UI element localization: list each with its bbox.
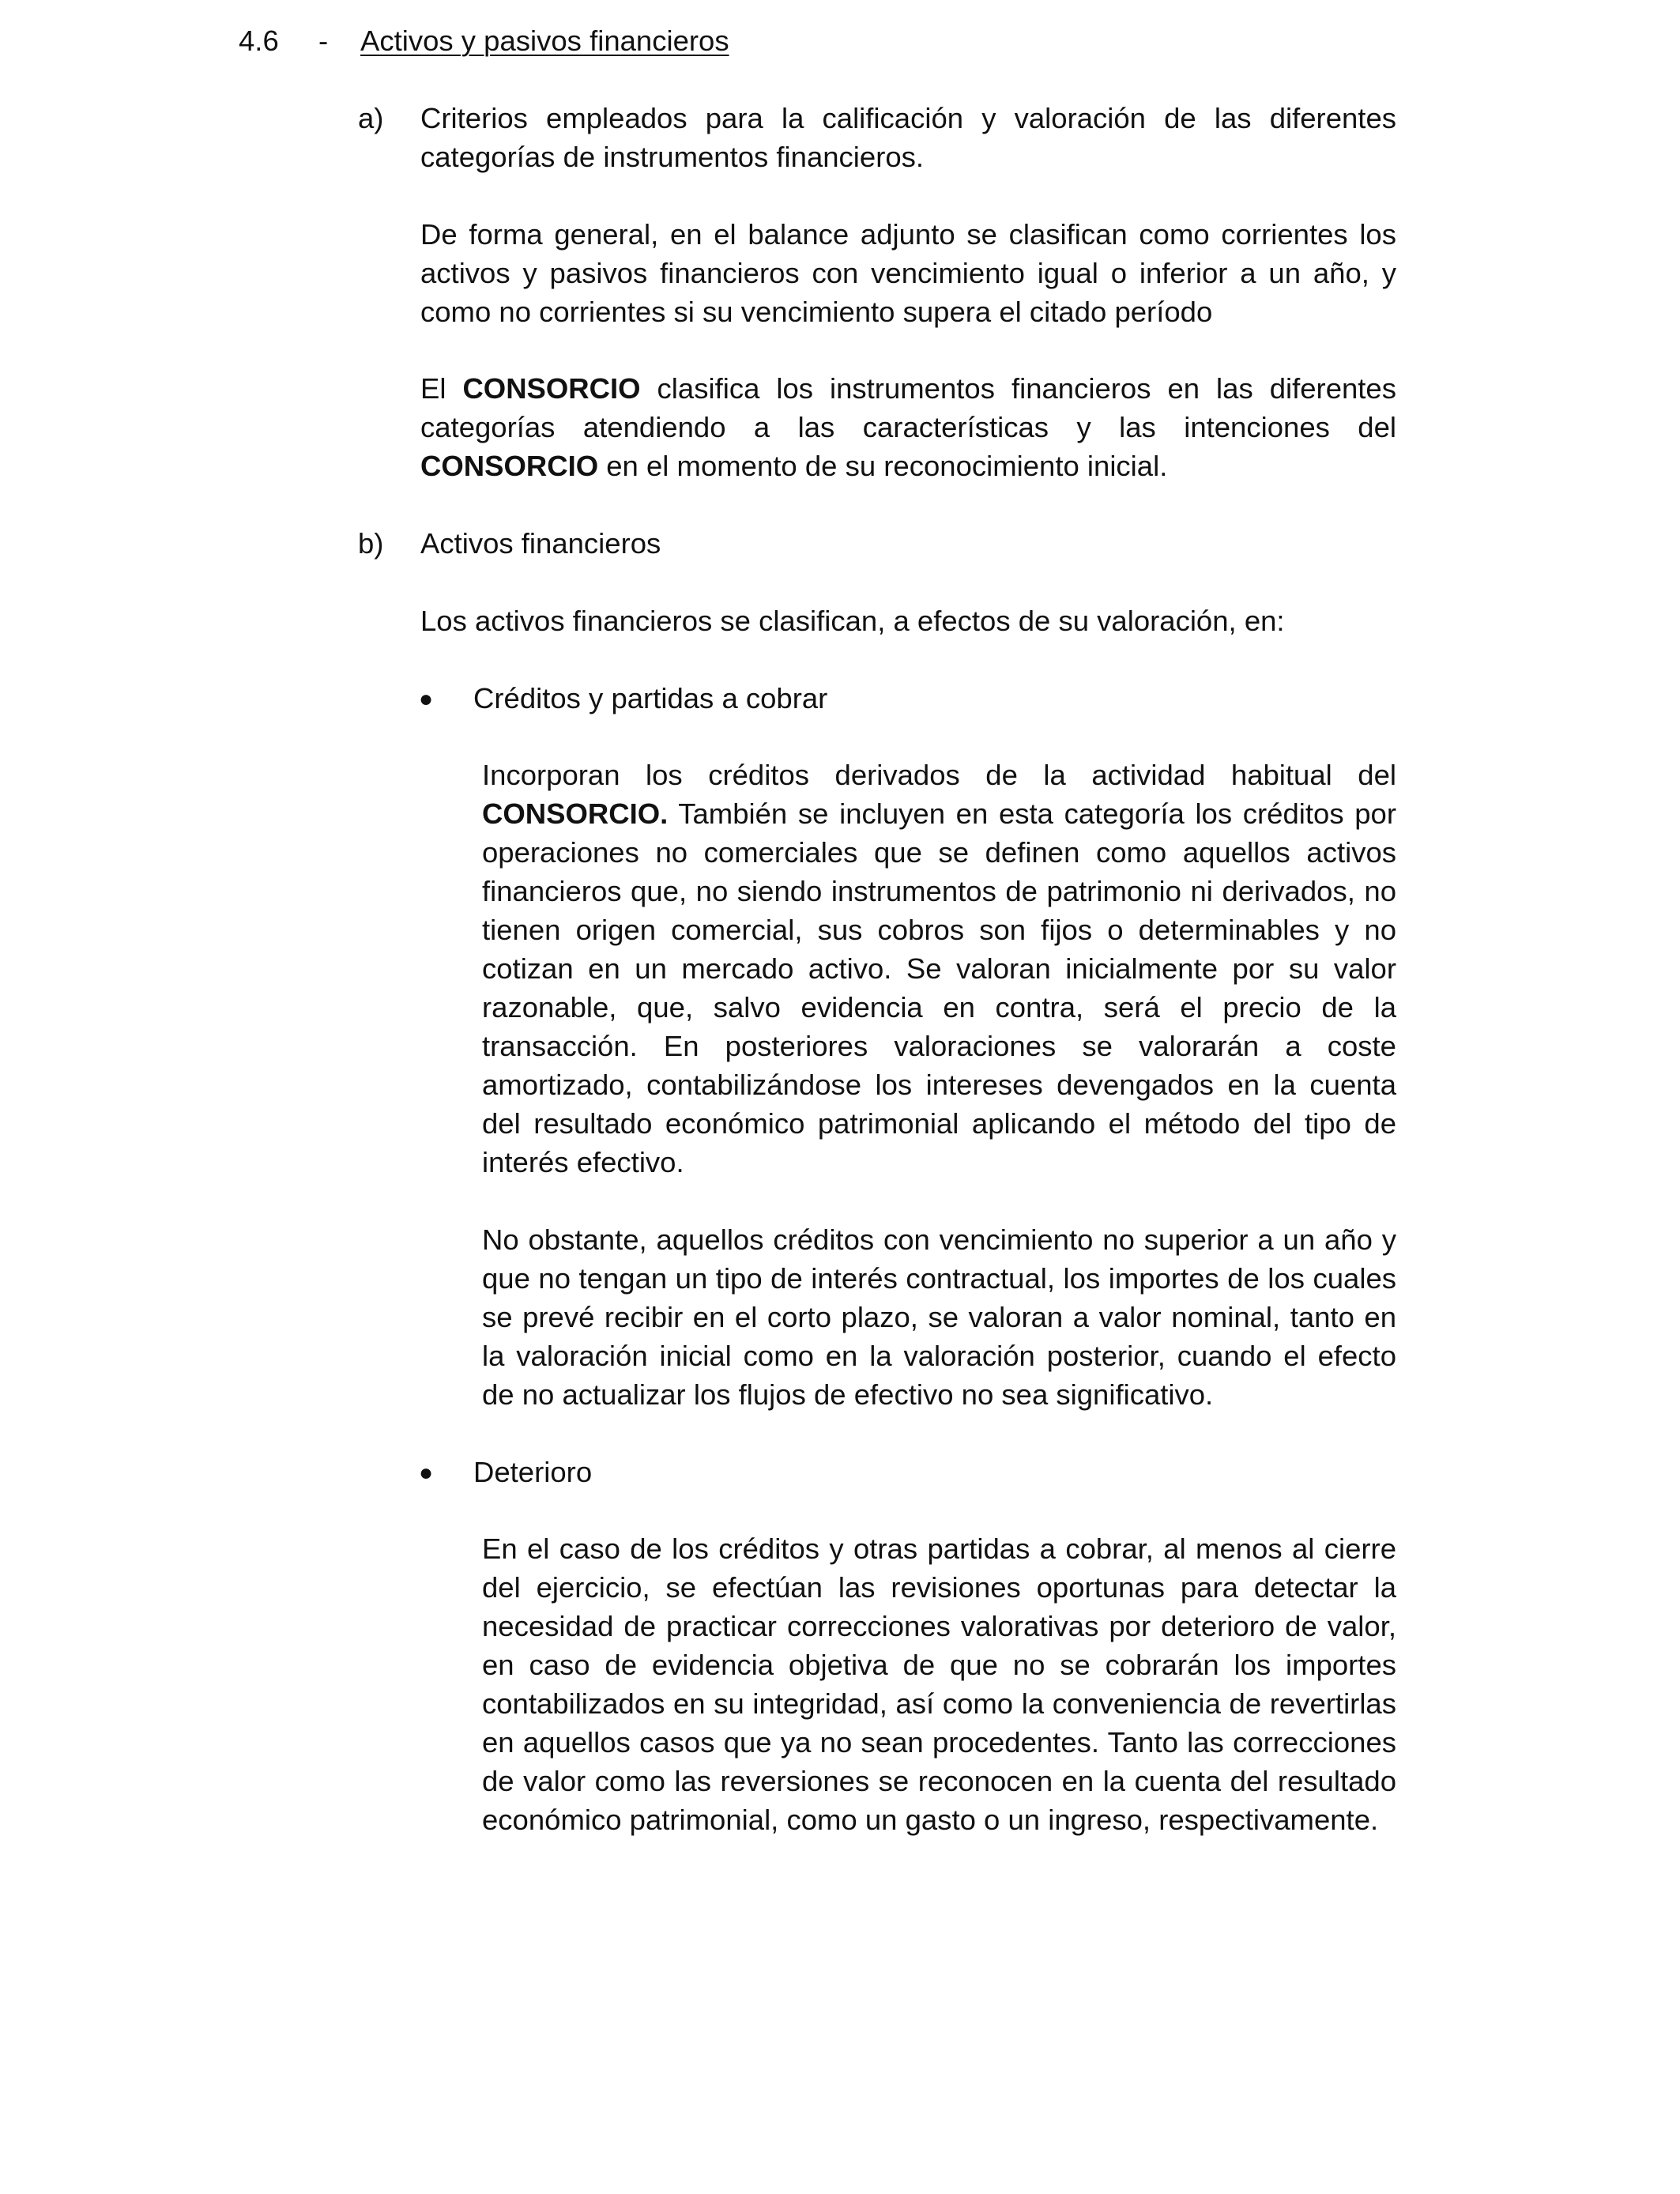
bullet-1-paragraph-1 (482, 756, 1396, 1182)
bullet-1-paragraph-2: No obstante, aquellos créditos con vencimiento no superior a un año y que no tengan un tipo de interés contractual, los importes de los cuales se prevé recibir en el corto plazo, se valoran a valor nominal, tanto en la valoración inicial como en la valoración posterior, cuando el efecto de no actualizar los flujos de efectivo no sea significativo. (482, 1223, 1396, 1411)
text-run: clasifica los instrumentos financieros en las diferentes categorías atendiendo a las características y las intenciones del (420, 372, 1396, 443)
item-a-marker: a) (358, 102, 384, 134)
bold-consorcio: CONSORCIO (462, 372, 641, 405)
text-run: Incorporan los créditos derivados de la actividad habitual del (482, 759, 1396, 791)
item-a-heading: Criterios empleados para la calificación y valoración de las diferentes categorías de instrumentos financieros. (420, 102, 1396, 173)
bullet-1-title: Créditos y partidas a cobrar (473, 682, 828, 714)
item-b-intro: Los activos financieros se clasifican, a efectos de su valoración, en: (420, 605, 1285, 637)
text-run: También se incluyen en esta categoría los créditos por operaciones no comerciales que se definen como aquellos activos financieros que, no siendo instrumentos de patrimonio ni derivados, no tienen origen comercial, sus cobros son fijos o determinables y no cotizan en un mercado activo. Se valoran inicialmente por su valor razonable, que, salvo evidencia en contra, será el precio de la transacción. En posteriores valoraciones se valorarán a coste amortizado, contabilizándose los intereses devengados en la cuenta del resultado económico patrimonial aplicando el método del tipo de interés efectivo. (482, 797, 1396, 1178)
item-b-heading: Activos financieros (420, 527, 661, 560)
item-a-paragraph-2 (420, 369, 1396, 485)
bullet-icon: ● (419, 686, 434, 712)
item-b-marker: b) (358, 527, 384, 560)
section-title: Activos y pasivos financieros (360, 25, 729, 57)
text-run: en el momento de su reconocimiento inicial. (598, 450, 1168, 482)
text-run: El (420, 372, 463, 405)
section-number: 4.6 (239, 25, 279, 57)
bullet-icon: ● (419, 1460, 434, 1486)
bold-consorcio: CONSORCIO (420, 450, 599, 482)
bold-consorcio: CONSORCIO. (482, 797, 669, 830)
section-dash: - (318, 25, 329, 57)
bullet-2-paragraph-1: En el caso de los créditos y otras partidas a cobrar, al menos al cierre del ejercicio, se efectúan las revisiones oportunas para detectar la necesidad de practicar correcciones valorativas por deterioro de valor, en caso de evidencia objetiva de que no se cobrarán los importes contabilizados en su integridad, así como la conveniencia de revertirlas en aquellos casos que ya no sean procedentes. Tanto las correcciones de valor como las reversiones se reconocen en la cuenta del resultado económico patrimonial, como un gasto o un ingreso, respectivamente. (482, 1532, 1396, 1836)
bullet-2-title: Deterioro (473, 1456, 593, 1488)
item-a-paragraph-1: De forma general, en el balance adjunto se clasifican como corrientes los activos y pasivos financieros con vencimiento igual o inferior a un año, y como no corrientes si su vencimiento supera el citado período (420, 218, 1396, 328)
